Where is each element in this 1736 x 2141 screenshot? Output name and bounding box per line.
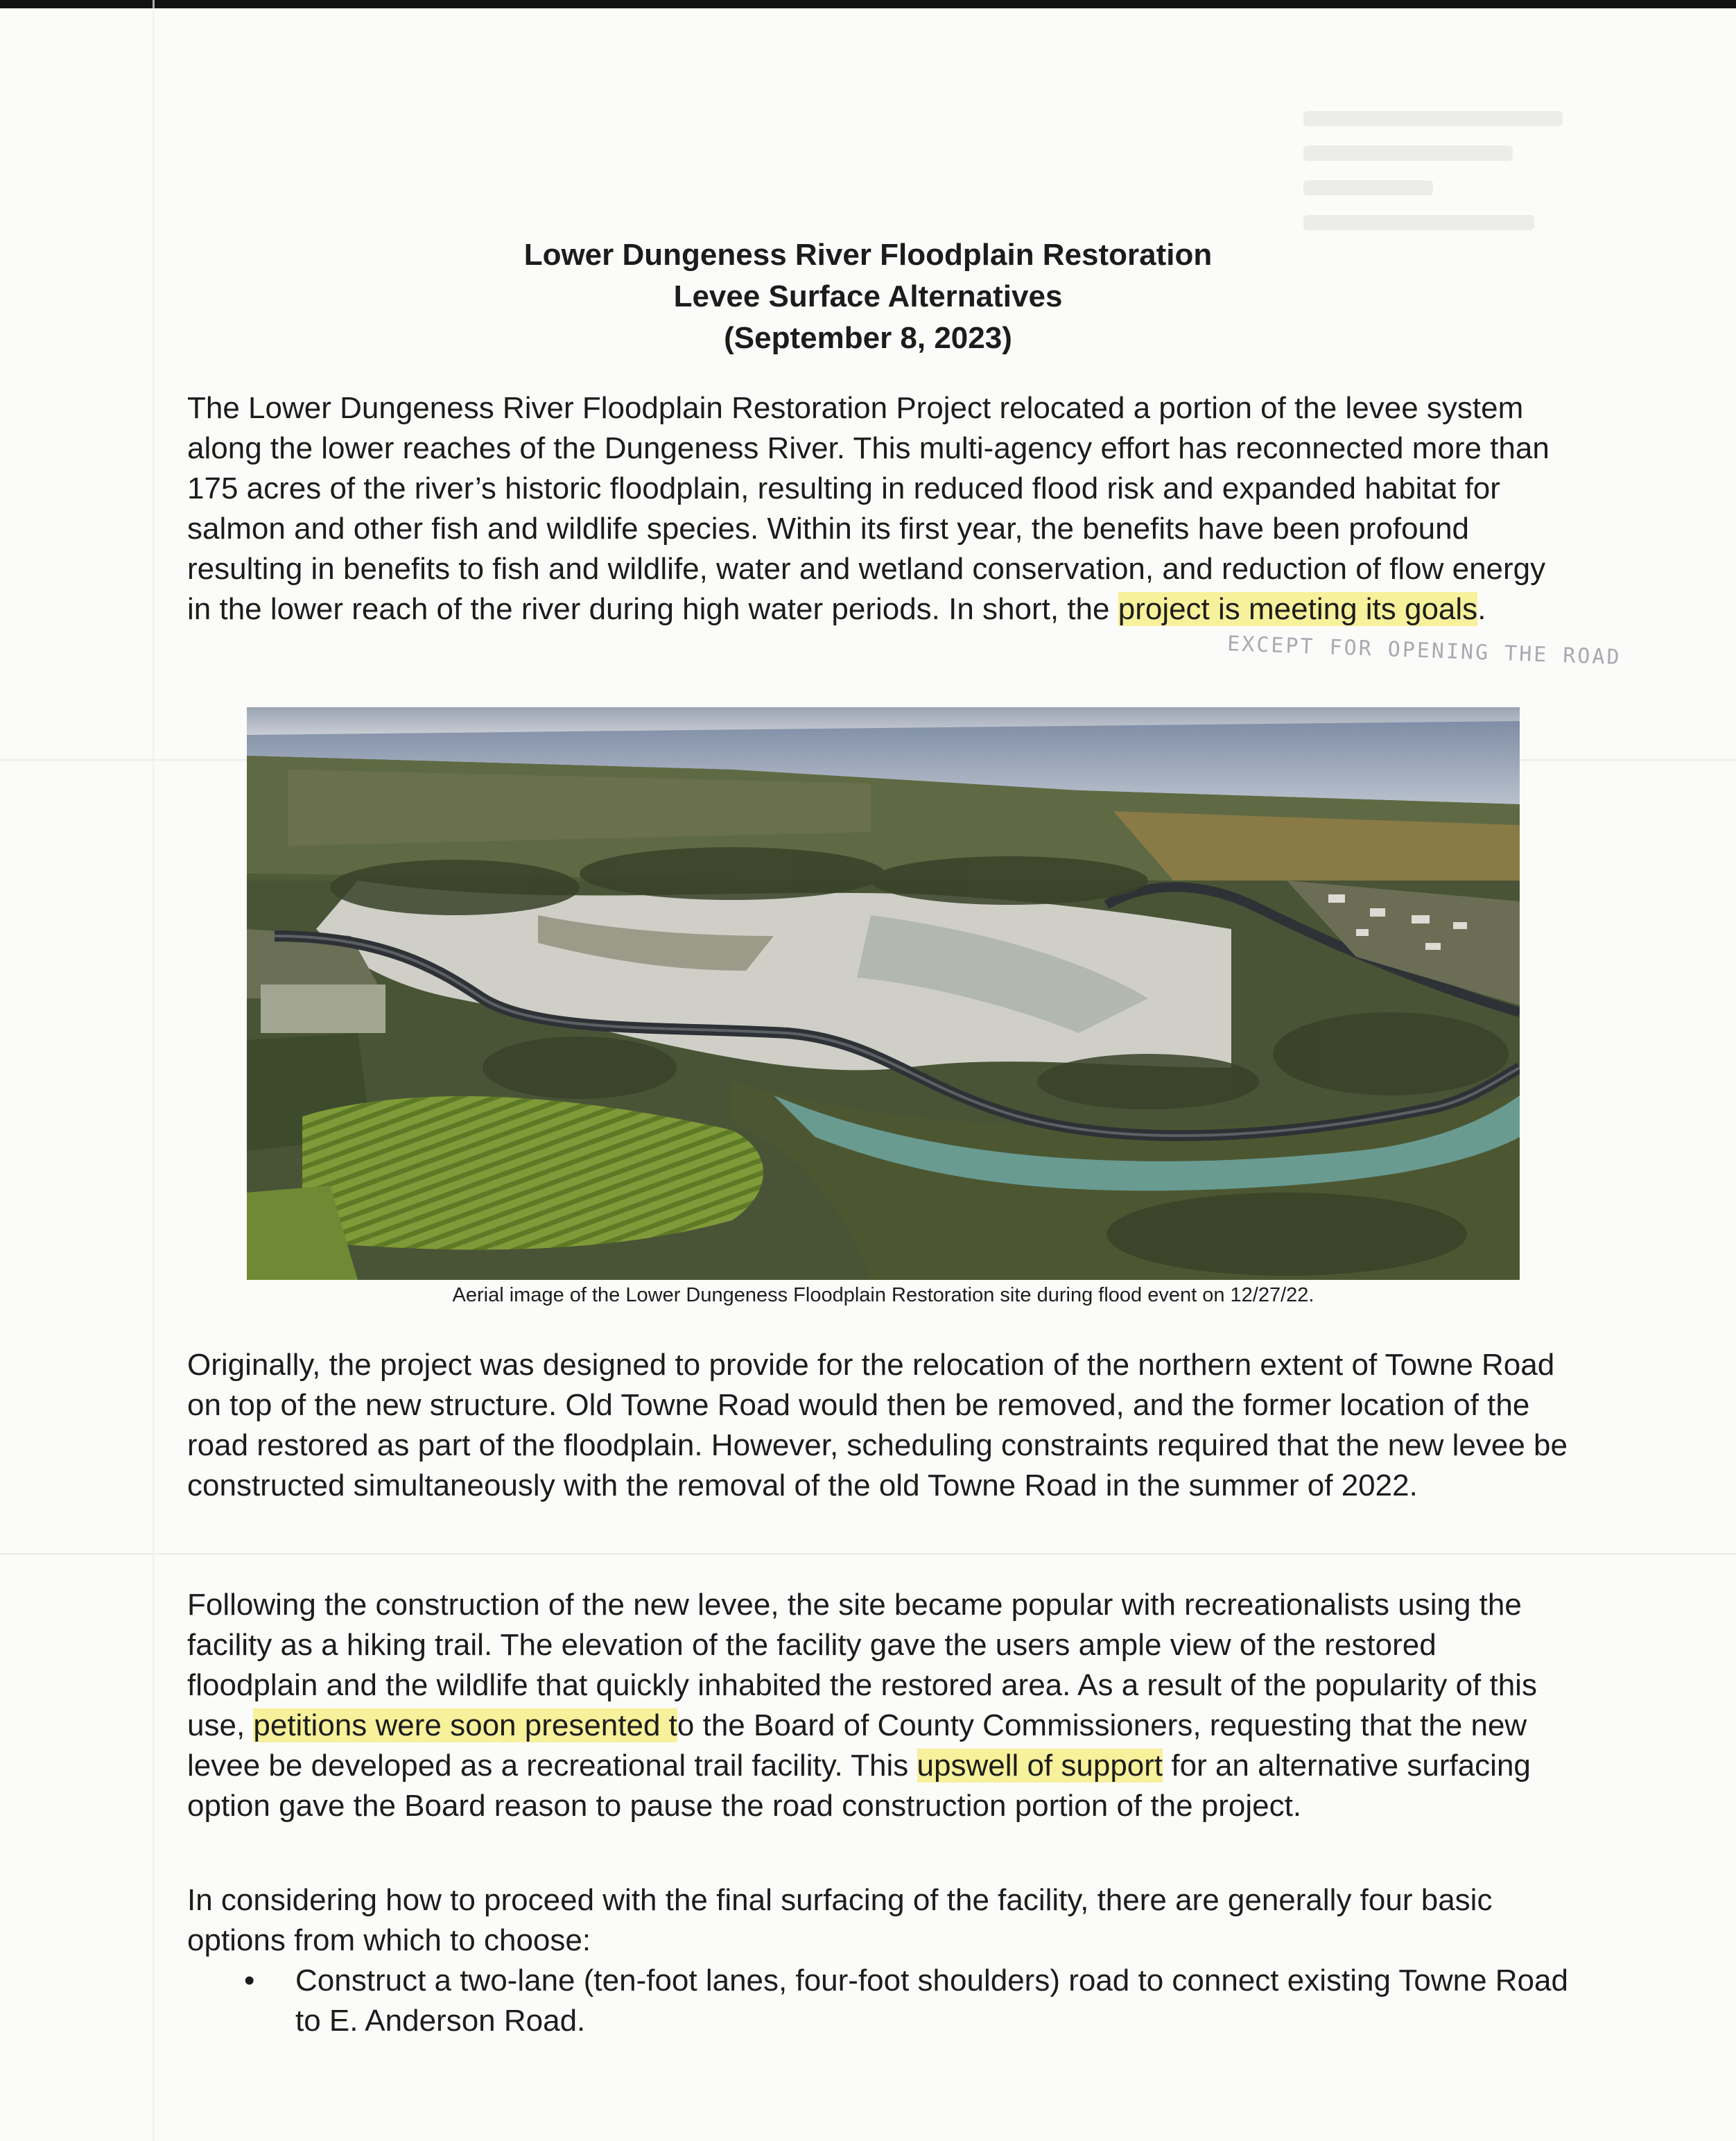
bullet-icon: • xyxy=(244,1964,255,1997)
intro-end: . xyxy=(1477,592,1486,626)
highlighted-text: project is meeting its goals xyxy=(1118,592,1478,626)
paragraph-3 xyxy=(187,1585,1574,1826)
intro-paragraph xyxy=(187,388,1574,630)
paragraph-3-text: o the Board of County Commissioners, requesting that the new levee be developed as a recreational trail facility. This xyxy=(187,1708,1527,1783)
list-item xyxy=(236,1961,1581,2041)
paper-fold-line xyxy=(0,1553,1736,1555)
title-line: Lower Dungeness River Floodplain Restoration xyxy=(523,238,1213,272)
paragraph-3-text: for an alternative surfacing option gave the Board reason to pause the road construction portion of the project. xyxy=(187,1749,1531,1823)
highlighted-text: petitions were soon presented t xyxy=(253,1708,677,1742)
document-title xyxy=(0,234,1736,359)
paragraph-2: Originally, the project was designed to provide for the relocation of the northern extent of Towne Road on top of the new structure. Old Towne Road would then be removed, and the former location of the road restored as part of the floodplain. However, scheduling constraints required that the new levee be constructed simultaneously with the removal of the old Towne Road in the summer of 2022. xyxy=(187,1348,1568,1502)
paragraph-3-text: Following the construction of the new levee, the site became popular with recreationalists using the facility as a hiking trail. The elevation of the facility gave the users ample view of the restored floodplain and the wildlife that quickly inhabited the restored area. As a result of the popularity of this use, xyxy=(187,1588,1537,1742)
list-item-text: Construct a two-lane (ten-foot lanes, four-foot shoulders) road to connect existing Towne Road to E. Anderson Road. xyxy=(295,1964,1568,2038)
options-list xyxy=(236,1961,1581,2041)
date-line: (September 8, 2023) xyxy=(724,321,1012,355)
scan-top-edge xyxy=(0,0,1736,8)
aerial-photo xyxy=(247,707,1520,1280)
subtitle-line: Levee Surface Alternatives xyxy=(673,279,1063,313)
highlighted-text: upswell of support xyxy=(917,1749,1163,1783)
intro-text: The Lower Dungeness River Floodplain Restoration Project relocated a portion of the levee system along the lower reaches of the Dungeness River. This multi-agency effort has reconnected more than 175 acres of the river’s historic floodplain, resulting in reduced flood risk and expanded habitat for salmon and other fish and wildlife species. Within its first year, the benefits have been profound resulting in benefits to fish and wildlife, water and wetland conservation, and reduction of flow energy in the lower reach of the river during high water periods. In short, the xyxy=(187,391,1550,626)
handwritten-annotation: EXCEPT FOR OPENING THE ROAD xyxy=(1226,632,1622,670)
photo-caption: Aerial image of the Lower Dungeness Floodplain Restoration site during flood event on 12/27/22. xyxy=(452,1284,1314,1306)
paragraph-4: In considering how to proceed with the final surfacing of the facility, there are generally four basic options from which to choose: xyxy=(187,1883,1493,1957)
